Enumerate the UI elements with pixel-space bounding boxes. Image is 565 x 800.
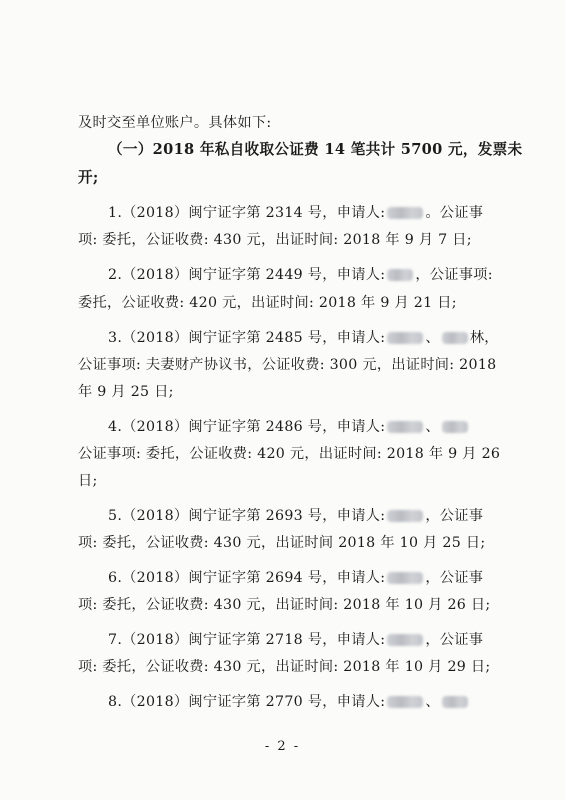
redacted-name <box>387 207 423 219</box>
item-4-sep: 、 <box>425 419 440 435</box>
item-5-line-1 <box>108 506 483 526</box>
redacted-name <box>387 421 423 433</box>
item-5-text: 5.（2018）闽宁证字第 2693 号，申请人: <box>108 508 386 524</box>
item-5-text-tail: ，公证事 <box>425 508 484 524</box>
item-8-sep: 、 <box>425 694 440 710</box>
redacted-name <box>442 696 468 708</box>
item-7-text-tail: ，公证事 <box>425 632 484 648</box>
item-5-line-2: 项: 委托，公证收费: 430 元，出证时间 2018 年 10 月 25 日; <box>78 535 486 551</box>
section-heading: （一）2018 年私自收取公证费 14 笔共计 5700 元，发票未 <box>108 141 523 158</box>
item-6-text-tail: ，公证事 <box>425 570 484 586</box>
item-3-sep: 、 <box>425 330 440 346</box>
item-2-text-tail: ，公证事项: <box>415 267 493 283</box>
item-8-line-1 <box>108 692 470 712</box>
item-6-text: 6.（2018）闽宁证字第 2694 号，申请人: <box>108 570 386 586</box>
redacted-name <box>387 510 423 522</box>
item-6-line-1 <box>108 568 483 588</box>
item-4-text: 4.（2018）闽宁证字第 2486 号，申请人: <box>108 419 386 435</box>
redacted-name <box>387 572 423 584</box>
item-6-line-2: 项: 委托，公证收费: 430 元，出证时间: 2018 年 10 月 26 日; <box>78 597 491 613</box>
intro-line: 及时交至单位账户。具体如下: <box>78 115 272 131</box>
item-8-text: 8.（2018）闽宁证字第 2770 号，申请人: <box>108 694 386 710</box>
item-2-text: 2.（2018）闽宁证字第 2449 号，申请人: <box>108 267 386 283</box>
item-2-line-1 <box>108 265 493 285</box>
section-heading-cont: 开; <box>78 169 99 186</box>
redacted-name <box>387 696 423 708</box>
item-4-line-3: 日; <box>78 473 98 489</box>
item-7-line-1 <box>108 630 483 650</box>
item-1-text-tail: 。公证事 <box>425 205 484 221</box>
item-3-line-3: 年 9 月 25 日; <box>78 384 174 400</box>
redacted-name <box>387 634 423 646</box>
item-1-line-1 <box>108 203 483 223</box>
item-7-line-2: 项: 委托，公证收费: 430 元，出证时间: 2018 年 10 月 29 日; <box>78 659 491 675</box>
redacted-name <box>442 332 468 344</box>
item-7-text: 7.（2018）闽宁证字第 2718 号，申请人: <box>108 632 386 648</box>
page-number: - 2 - <box>264 739 301 754</box>
item-3-line-2: 公证事项: 夫妻财产协议书，公证收费: 300 元，出证时间: 2018 <box>78 357 497 373</box>
redacted-name <box>387 332 423 344</box>
redacted-name <box>387 269 413 281</box>
item-4-line-2: 公证事项: 委托，公证收费: 420 元，出证时间: 2018 年 9 月 26 <box>78 446 501 462</box>
item-1-line-2: 项: 委托，公证收费: 430 元，出证时间: 2018 年 9 月 7 日; <box>78 232 472 248</box>
redacted-name <box>442 421 468 433</box>
item-1-text: 1.（2018）闽宁证字第 2314 号，申请人: <box>108 205 386 221</box>
item-2-line-2: 委托，公证收费: 420 元，出证时间: 2018 年 9 月 21 日; <box>78 295 457 311</box>
item-3-line-1 <box>108 328 499 348</box>
item-4-line-1 <box>108 417 470 437</box>
item-3-text-tail: 林， <box>469 330 499 346</box>
item-3-text: 3.（2018）闽宁证字第 2485 号，申请人: <box>108 330 386 346</box>
